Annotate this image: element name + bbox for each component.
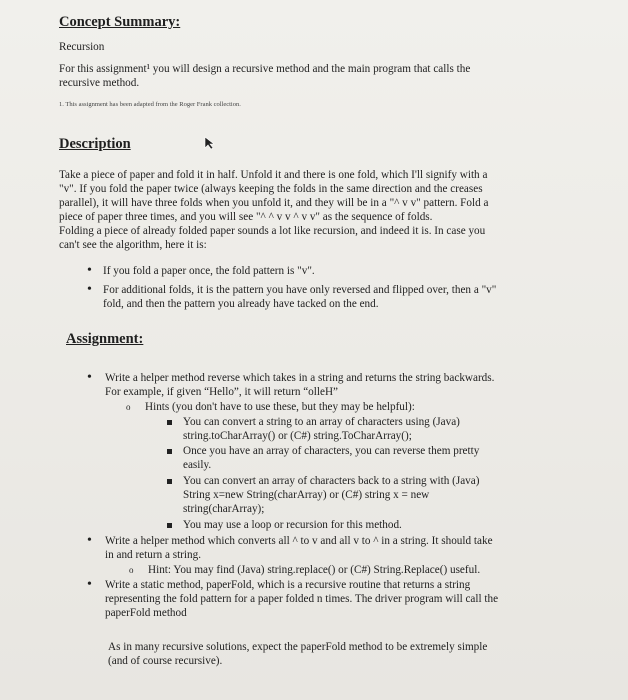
closing-line-2: (and of course recursive). (108, 655, 223, 667)
description-bullet-1: If you fold a paper once, the fold pattern is "v". (103, 265, 315, 277)
bullet-square (167, 479, 172, 484)
concept-summary-heading: Concept Summary: (59, 14, 181, 30)
concept-topic: Recursion (59, 41, 105, 53)
description-line-1: Take a piece of paper and fold it in half. Unfold it and there is one fold, which I'll signify with a (59, 169, 488, 181)
bullet-dot: • (87, 263, 92, 278)
description-bullet-2-line-1: For additional folds, it is the pattern you have only reversed and flipped over, then a "v" (103, 284, 497, 296)
hint-2-line-2: easily. (183, 459, 212, 471)
closing-line-1: As in many recursive solutions, expect the paperFold method to be extremely simple (108, 641, 488, 653)
bullet-dot: • (87, 577, 92, 592)
hint-1-line-1: You can convert a string to an array of characters using (Java) (183, 416, 460, 428)
item3-line-2: representing the fold pattern for a paper folded n times. The driver program will call the (105, 593, 499, 605)
intro-line-2: recursive method. (59, 77, 140, 89)
description-heading: Description (59, 136, 131, 152)
intro-line-1: For this assignment¹ you will design a recursive method and the main program that calls the (59, 63, 471, 75)
description-line-2: "v". If you fold the paper twice (always keeping the folds in the same direction and the creases (59, 183, 483, 195)
hint-heading: Hints (you don't have to use these, but they may be helpful): (145, 401, 415, 413)
bullet-square (167, 449, 172, 454)
item1-line-2: For example, if given “Hello”, it will return “olleH” (105, 386, 338, 398)
description-line-5: Folding a piece of already folded paper sounds a lot like recursion, and indeed it is. In case you (59, 225, 486, 237)
bullet-square (167, 420, 172, 425)
bullet-circle: o (126, 402, 131, 412)
item3-line-1: Write a static method, paperFold, which is a recursive routine that returns a string (105, 579, 471, 591)
bullet-square (167, 523, 172, 528)
hint-3-line-3: string(charArray); (183, 503, 265, 515)
item1-line-1: Write a helper method reverse which takes in a string and returns the string backwards. (105, 372, 495, 384)
hint-1-line-2: string.toCharArray() or (C#) string.ToCharArray(); (183, 430, 412, 442)
bullet-dot: • (87, 533, 92, 548)
hint-3-line-2: String x=new String(charArray) or (C#) string x = new (183, 489, 430, 501)
item2-line-1: Write a helper method which converts all ^ to v and all v to ^ in a string. It should take (105, 535, 493, 547)
bullet-dot: • (87, 282, 92, 297)
hint-3-line-1: You can convert an array of characters back to a string with (Java) (183, 475, 480, 487)
bullet-dot: • (87, 370, 92, 385)
bullet-circle: o (129, 565, 134, 575)
item3-line-3: paperFold method (105, 607, 187, 619)
description-line-3: parallel), it will have three folds when you unfold it, and they will be in a "^ v v" pattern. Fold a (59, 197, 489, 209)
description-bullet-2-line-2: fold, and then the pattern you already have tacked on the end. (103, 298, 379, 310)
footnote: 1. This assignment has been adapted from the Roger Frank collection. (59, 101, 241, 108)
hint-4-line-1: You may use a loop or recursion for this method. (183, 519, 402, 531)
mouse-pointer-icon (204, 136, 216, 150)
hint-2-line-1: Once you have an array of characters, you can reverse them pretty (183, 445, 480, 457)
description-line-6: can't see the algorithm, here it is: (59, 239, 207, 251)
item2-hint: Hint: You may find (Java) string.replace() or (C#) String.Replace() useful. (148, 564, 481, 576)
assignment-heading: Assignment: (66, 331, 144, 347)
description-line-4: piece of paper three times, and you will see "^ ^ v v ^ v v" as the sequence of folds. (59, 211, 433, 223)
item2-line-2: in and return a string. (105, 549, 202, 561)
